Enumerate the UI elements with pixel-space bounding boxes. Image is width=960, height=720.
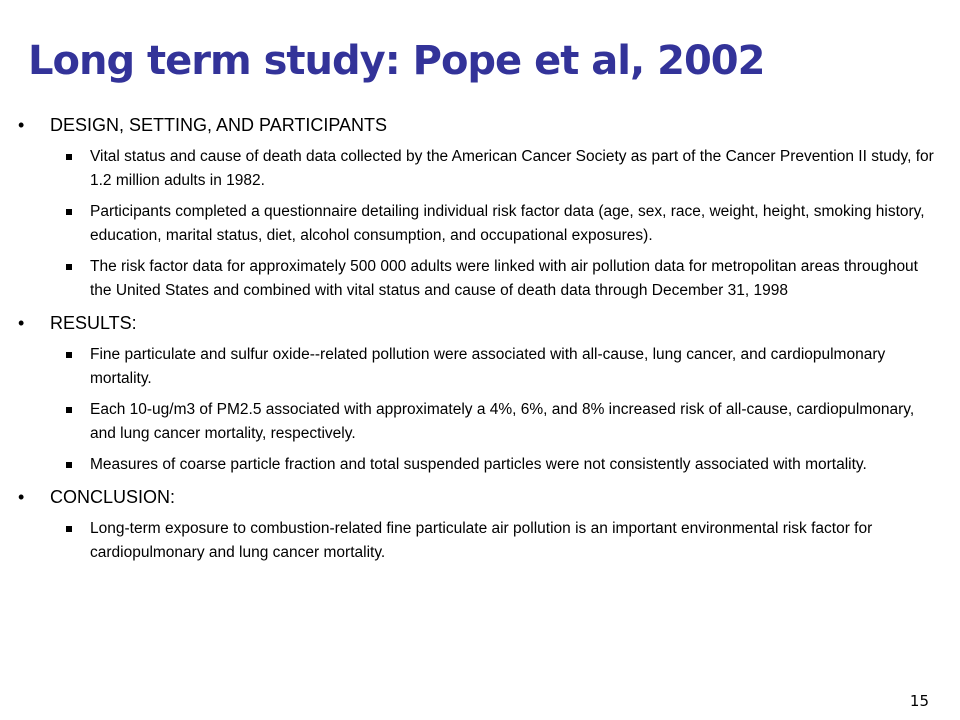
list-item-text: Participants completed a questionnaire detailing individual risk factor data (age, sex, race, weight, height, smoking history, education, marital status, diet, alcohol consumption, and occupational exposures). bbox=[90, 203, 925, 244]
section-results bbox=[18, 310, 943, 477]
square-bullet-icon bbox=[18, 145, 90, 169]
list-item-text: Vital status and cause of death data collected by the American Cancer Society as part of the Cancer Prevention II study, for 1.2 million adults in 1982. bbox=[90, 148, 934, 189]
square-bullet-icon bbox=[18, 517, 90, 541]
page-number: 15 bbox=[909, 692, 929, 710]
square-bullet-icon bbox=[18, 343, 90, 367]
section-design bbox=[18, 112, 943, 303]
list-item bbox=[18, 200, 943, 248]
section-heading bbox=[18, 112, 943, 138]
section-heading bbox=[18, 484, 943, 510]
section-heading-text: CONCLUSION: bbox=[50, 487, 176, 507]
slide-content bbox=[18, 112, 943, 572]
list-item bbox=[18, 255, 943, 303]
bullet-dot-icon: • bbox=[18, 313, 25, 333]
list-item-text: Each 10-ug/m3 of PM2.5 associated with approximately a 4%, 6%, and 8% increased risk of all-cause, cardiopulmonary, and lung cancer mortality, respectively. bbox=[90, 401, 915, 442]
list-item bbox=[18, 145, 943, 193]
list-item-text: Fine particulate and sulfur oxide--related pollution were associated with all-cause, lung cancer, and cardiopulmonary mortality. bbox=[90, 346, 886, 387]
bullet-dot-icon: • bbox=[18, 115, 25, 135]
section-heading bbox=[18, 310, 943, 336]
list-item bbox=[18, 517, 943, 565]
bullet-dot-icon: • bbox=[18, 487, 25, 507]
list-item-text: The risk factor data for approximately 500 000 adults were linked with air pollution data for metropolitan areas throughout the United States and combined with vital status and cause of death data through December 31, 1998 bbox=[90, 258, 918, 299]
section-conclusion bbox=[18, 484, 943, 565]
square-bullet-icon bbox=[18, 255, 90, 279]
square-bullet-icon bbox=[18, 453, 90, 477]
list-item bbox=[18, 398, 943, 446]
section-heading-text: DESIGN, SETTING, AND PARTICIPANTS bbox=[50, 115, 388, 135]
list-item bbox=[18, 453, 943, 477]
square-bullet-icon bbox=[18, 200, 90, 224]
list-item-text: Long-term exposure to combustion-related fine particulate air pollution is an important environmental risk factor for cardiopulmonary and lung cancer mortality. bbox=[90, 520, 873, 561]
list-item-text: Measures of coarse particle fraction and total suspended particles were not consistently associated with mortality. bbox=[90, 456, 867, 473]
slide-title: Long term study: Pope et al, 2002 bbox=[28, 38, 765, 84]
square-bullet-icon bbox=[18, 398, 90, 422]
section-heading-text: RESULTS: bbox=[50, 313, 137, 333]
list-item bbox=[18, 343, 943, 391]
